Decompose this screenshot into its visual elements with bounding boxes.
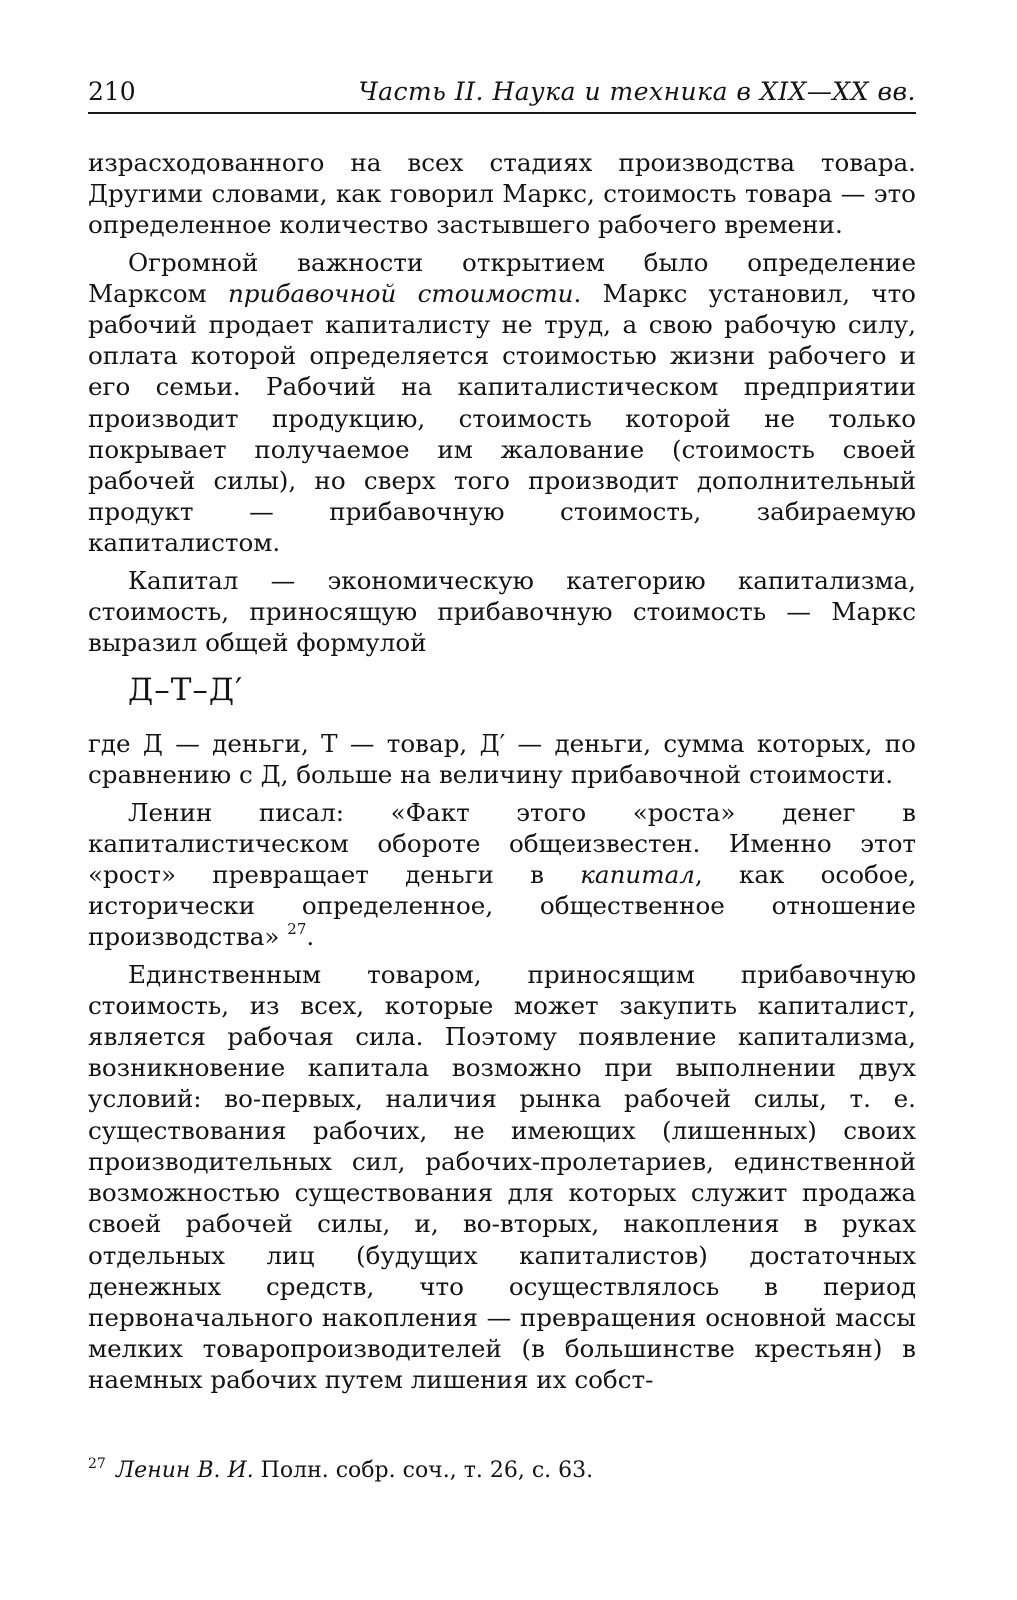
footnote-mark: 27 bbox=[88, 1456, 106, 1472]
paragraph-capital bbox=[88, 565, 916, 659]
paragraph-text: Единственным товаром, приносящим прибавочную стоимость, из всех, которые может закупить капиталист, является рабочая сила. Поэтому появление капитализма, возникновение капитала возможно при выполнении двух условий: во-первых, наличия рынка рабочей силы, т. е. существования рабочих, не имеющих (лишенных) своих производительных сил, рабочих-пролетариев, единственной возможностью существования для которых служит продажа своей рабочей силы, и, во-вторых, накопления в руках отдельных лиц (будущих капиталистов) достаточных денежных средств, что осуществлялось в период первоначального накопления — превращения основной массы мелких товаропроизводителей (в большинстве крестьян) в наемных рабочих путем лишения их собст- bbox=[88, 959, 916, 1395]
paragraph-text: где Д — деньги, Т — товар, Д′ — деньги, сумма которых, по сравнению с Д, больше на величину прибавочной стоимости. bbox=[88, 729, 916, 790]
body-text bbox=[88, 147, 916, 1396]
running-title: Часть II. Наука и техника в XIX—XX вв. bbox=[358, 77, 916, 106]
emphasis-term: капитал bbox=[580, 860, 695, 890]
paragraph-formula-explanation bbox=[88, 728, 916, 790]
paragraph-text: израсходованного на всех стадиях производства товара. Другими словами, как говорил Маркс, стоимость товара — это определенное количество застывшего рабочего времени. bbox=[88, 148, 916, 240]
running-header bbox=[88, 72, 916, 114]
paragraph-text: . bbox=[306, 922, 315, 952]
footnote-text: Полн. собр. соч., т. 26, с. 63. bbox=[253, 1458, 594, 1483]
paragraph-lenin-quote bbox=[88, 797, 916, 953]
book-page bbox=[88, 72, 916, 1402]
paragraph-text: Капитал — экономическую категорию капитализма, стоимость, приносящую прибавочную стоимость — Маркс выразил общей формулой bbox=[88, 565, 916, 658]
page-number: 210 bbox=[88, 77, 136, 106]
emphasis-term: прибавочной стоимости bbox=[227, 278, 574, 308]
paragraph-text: . Маркс установил, что рабочий продает капиталисту не труд, а свою рабочую силу, оплата которой определяется стоимостью жизни рабочего и его семьи. Рабочий на капиталистическом предприятии производит продукцию, стоимость которой не только покрывает получаемое им жалование (стоимость своей рабочей силы), но сверх того производит дополнительный продукт — прибавочную стоимость, забираемую капиталистом. bbox=[88, 278, 916, 558]
paragraph-continuation bbox=[88, 147, 916, 241]
footnote-author: Ленин В. И. bbox=[115, 1458, 254, 1483]
paragraph-text: Огромной важности открытием было определение Марксом bbox=[88, 247, 916, 308]
footnote bbox=[88, 1450, 916, 1485]
footnote-reference: 27 bbox=[287, 920, 307, 939]
paragraph-text: , как особое, исторически определенное, общественное отношение производства» bbox=[88, 860, 916, 952]
paragraph-labor-power bbox=[88, 959, 916, 1396]
paragraph-surplus-value bbox=[88, 247, 916, 559]
paragraph-text: Ленин писал: «Факт этого «роста» денег в капиталистическом обороте общеизвестен. Именно этот «рост» превращает деньги в bbox=[88, 797, 916, 890]
formula: Д–Т–Д′ bbox=[128, 672, 244, 709]
